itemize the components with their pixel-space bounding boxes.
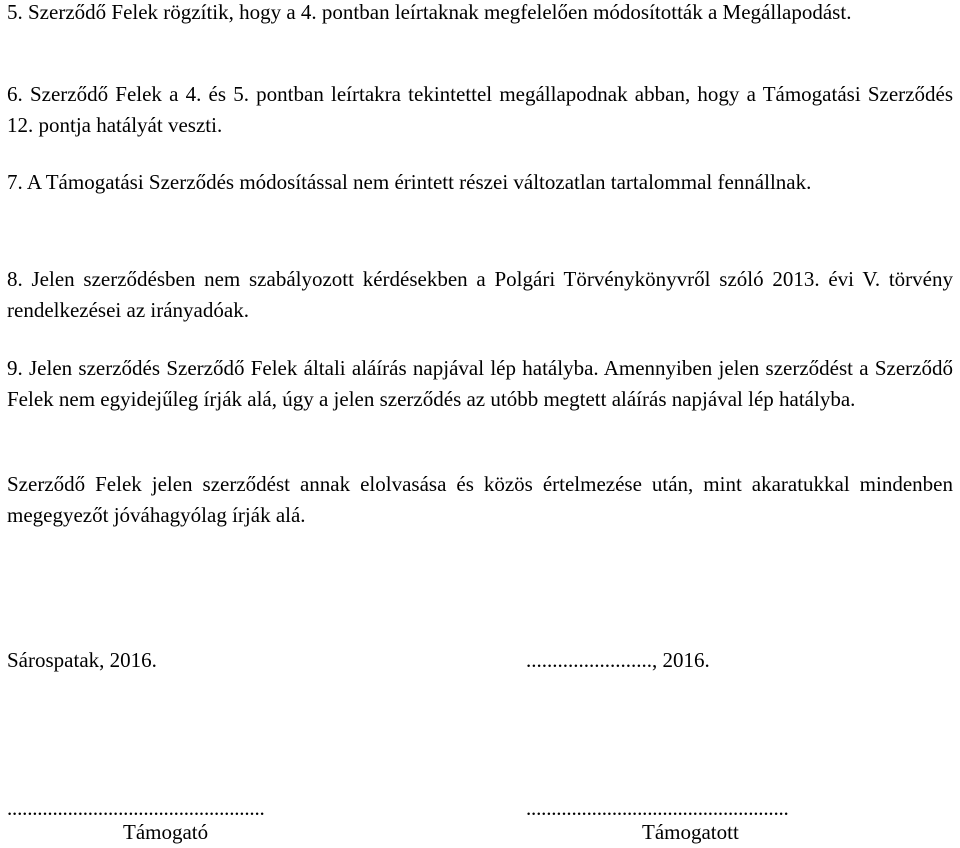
paragraph-9: 9. Jelen szerződés Szerződő Felek általi aláírás napjával lép hatályba. Amennyiben jelen szerződést a Szerződő Felek nem egyidejűleg írják alá, úgy a jelen szerződés az utóbb megtett aláírás napjával lép hatályba. bbox=[7, 356, 953, 411]
paragraph-6: 6. Szerződő Felek a 4. és 5. pontban leírtakra tekintettel megállapodnak abban, hogy a Támogatási Szerződés 12. pontja hatályát veszti. bbox=[7, 82, 953, 137]
closing-paragraph: Szerződő Felek jelen szerződést annak elolvasása és közös értelmezése után, mint akaratukkal mindenben megegyezőt jóváhagyólag írják alá. bbox=[7, 472, 953, 527]
signatory-role-left: Támogató bbox=[123, 820, 209, 844]
paragraph-8: 8. Jelen szerződésben nem szabályozott kérdésekben a Polgári Törvénykönyvről szóló 2013. évi V. törvény rendelkezései az irányadóak. bbox=[7, 267, 953, 322]
place-date-left: Sárospatak, 2016. bbox=[7, 648, 157, 672]
paragraph-7: 7. A Támogatási Szerződés módosítással nem érintett részei változatlan tartalommal fennállnak. bbox=[7, 170, 812, 194]
signature-line-right: .................................................... bbox=[526, 796, 789, 820]
place-date-right: ........................, 2016. bbox=[526, 648, 710, 672]
signatory-role-right: Támogatott bbox=[642, 820, 739, 844]
signature-line-left: ................................................... bbox=[7, 796, 265, 820]
paragraph-5: 5. Szerződő Felek rögzítik, hogy a 4. pontban leírtaknak megfelelően módosították a Megállapodást. bbox=[7, 0, 852, 24]
